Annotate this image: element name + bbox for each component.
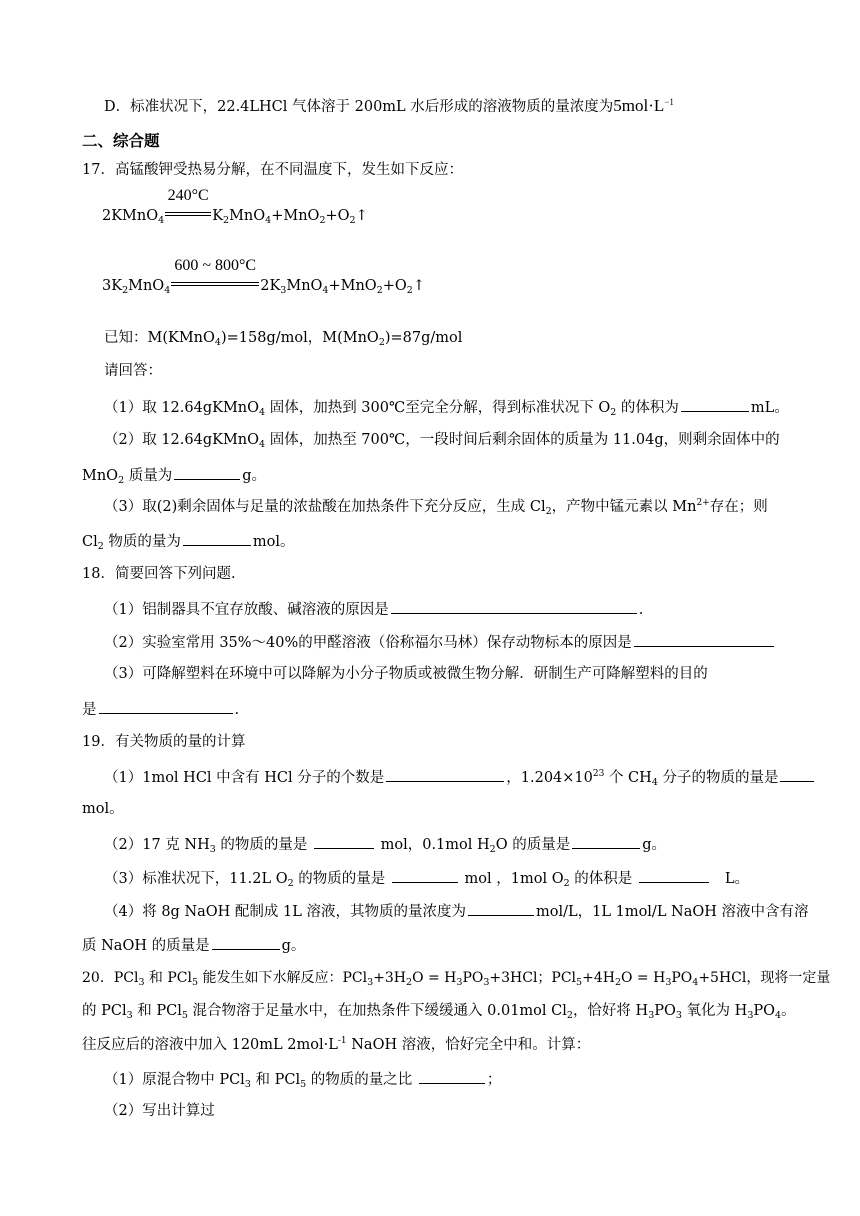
answer-blank[interactable] — [468, 900, 534, 916]
q17-ask: 请回答： — [104, 363, 162, 379]
q17-part-3-cont: $Cl_2$ 物质的量为 mol。 — [82, 530, 295, 552]
q16-option-d-text: D．标准状况下，22.4LHCl 气体溶于 200mL 水后形成的溶液物质的量浓度为 — [104, 99, 614, 115]
q19-stem: 19．有关物质的量的计算 — [82, 734, 246, 750]
q17-part-3: （3）取(2)剩余固体与足量的浓盐酸在加热条件下充分反应，生成 $Cl_2$，产物中锰元素以 $Mn^{2+}$存在；则 — [104, 498, 768, 517]
q19-part-1: （1）1mol HCl 中含有 HCl 分子的个数是 ，$1.204\times 10^{23}$ 个 $CH_4$ 分子的物质的量是 — [104, 766, 816, 788]
q16-option-d — [104, 96, 674, 117]
answer-blank[interactable] — [314, 833, 374, 849]
q20-line-3: 往反应后的溶液中加入 120mL $2mol\cdot L^{-1}$ NaOH 溶液，恰好完全中和。计算： — [82, 1036, 591, 1053]
q20-part-1: （1）原混合物中 PCl$_3$ 和 PCl$_5$ 的物质的量之比 ； — [104, 1068, 501, 1090]
q19-part-4: （4）将 8g NaOH 配制成 1L 溶液，其物质的量浓度为 mol/L，1L 1mol/L NaOH 溶液中含有溶 — [104, 900, 809, 922]
q17-part-2: （2）取 12.64gKMnO$_4$ 固体，加热至 700℃，一段时间后剩余固体的质量为 11.04g，则剩余固体中的 — [104, 432, 780, 450]
answer-blank[interactable] — [183, 530, 251, 546]
answer-blank[interactable] — [392, 867, 458, 883]
q18-stem: 18．简要回答下列问题. — [82, 566, 236, 582]
answer-blank[interactable] — [174, 464, 240, 480]
q20-line-2: 的 PCl$_3$ 和 PCl$_5$ 混合物溶于足量水中，在加热条件下缓缓通入 0.01mol $Cl_2$，恰好将 $H_3PO_3$ 氧化为 $H_3PO_4$。 — [82, 1003, 796, 1021]
answer-blank[interactable] — [780, 766, 814, 782]
answer-blank[interactable] — [419, 1068, 485, 1084]
q17-stem: 17．高锰酸钾受热易分解，在不同温度下，发生如下反应： — [82, 162, 463, 178]
answer-blank[interactable] — [212, 934, 280, 950]
q19-part-3: （3）标准状况下，11.2L $O_2$ 的物质的量是 mol ，1mol $O_2$ 的体积是 L。 — [104, 867, 749, 889]
q20-part-2: （2）写出计算过 — [104, 1103, 215, 1119]
q17-known: 已知：M(KMnO$_4$)=158g/mol，M(MnO$_2$)=87g/mol — [104, 330, 463, 348]
answer-blank[interactable] — [681, 396, 749, 412]
section-heading: 二、综合题 — [82, 131, 160, 150]
q19-part-4-cont: 质 NaOH 的质量是 g。 — [82, 934, 305, 956]
q18-part-3: （3）可降解塑料在环境中可以降解为小分子物质或被微生物分解．研制生产可降解塑料的目的 — [104, 666, 708, 682]
q19-part-1-cont: mol。 — [82, 801, 124, 817]
q16-option-d-unit: $5mol\cdot L^{-1}$ — [613, 96, 674, 115]
reaction-condition: 600 ~ 800°C — [170, 276, 260, 296]
q17-reaction-2: $3K_2MnO_4$ 600 ~ 800°C $2K_3MnO_4+MnO_2+O_2↑$ — [102, 257, 425, 296]
q18-part-1: （1）铝制器具不宜存放酸、碱溶液的原因是 . — [104, 598, 643, 620]
q19-part-2: （2）17 克 $NH_3$ 的物质的量是 mol，0.1mol $H_2O$ 的质量是 g。 — [104, 833, 666, 855]
q18-part-3-cont: 是 . — [82, 698, 239, 720]
answer-blank[interactable] — [386, 766, 504, 782]
answer-blank[interactable] — [572, 833, 640, 849]
q17-part-1: （1）取 12.64gKMnO$_4$ 固体，加热到 300℃至完全分解，得到标准状况下 $O_2$ 的体积为 mL。 — [104, 396, 789, 418]
answer-blank[interactable] — [99, 698, 233, 714]
q20-line-1: 20．PCl$_3$ 和 PCl$_5$ 能发生如下水解反应：$PCl_3+3H_2O = H_3PO_3+3HCl$；$PCl_5+4H_2O = H_3PO_4+5HCl$，现将一定量 — [82, 970, 831, 988]
reaction-condition: 240°C — [164, 206, 212, 226]
q17-reaction-1: 2KMnO$_4$ 240°C $K_2MnO_4+MnO_2+O_2↑$ — [102, 187, 368, 226]
q17-part-2-cont: MnO$_2$ 质量为 g。 — [82, 464, 266, 486]
answer-blank[interactable] — [634, 631, 774, 647]
answer-blank[interactable] — [391, 598, 637, 614]
q18-part-2: （2）实验室常用 35%～40%的甲醛溶液（俗称福尔马林）保存动物标本的原因是 — [104, 631, 776, 653]
answer-blank[interactable] — [639, 867, 709, 883]
